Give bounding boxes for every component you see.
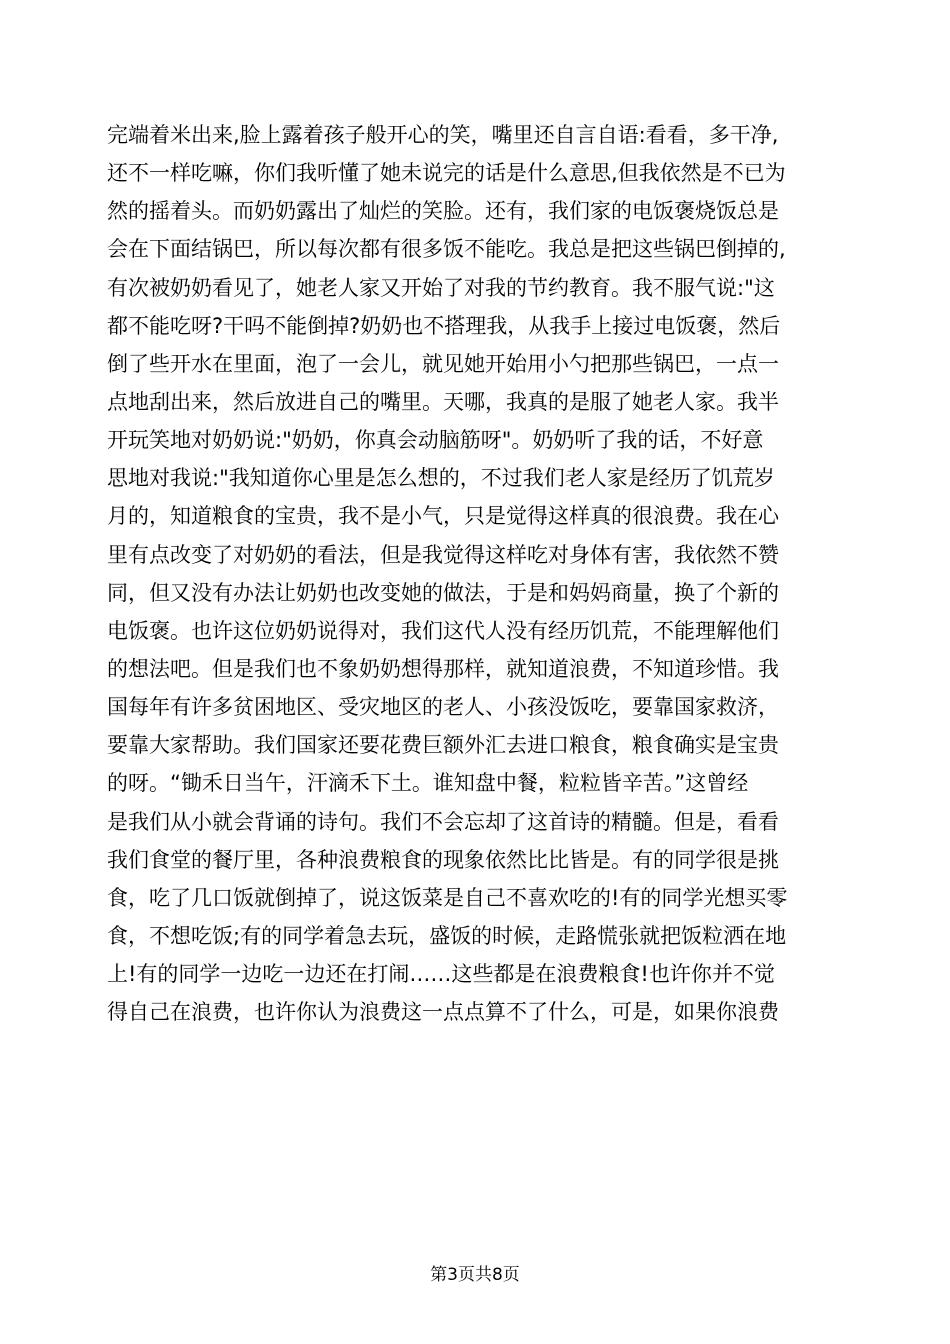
text-line: 我们食堂的餐厅里，各种浪费粮食的现象依然比比皆是。有的同学很是挑 (107, 847, 779, 872)
text-line: 的想法吧。但是我们也不象奶奶想得那样，就知道浪费，不知道珍惜。我 (107, 656, 779, 681)
text-line: 食，吃了几口饭就倒掉了，说这饭菜是自己不喜欢吃的!有的同学光想买零 (107, 885, 788, 910)
text-line: 上!有的同学一边吃一边还在打闹……这些都是在浪费粮食!也许你并不觉 (107, 962, 775, 987)
text-line: 开玩笑地对奶奶说:"奶奶，你真会动脑筋呀"。奶奶听了我的话，不好意 (107, 428, 764, 453)
text-line: 月的，知道粮食的宝贵，我不是小气，只是觉得这样真的很浪费。我在心 (107, 504, 779, 529)
body-text (107, 116, 847, 1031)
text-line: 都不能吃呀?干吗不能倒掉?奶奶也不搭理我，从我手上接过电饭褒，然后 (107, 313, 781, 338)
text-line: 里有点改变了对奶奶的看法，但是我觉得这样吃对身体有害，我依然不赞 (107, 542, 779, 567)
text-line: 会在下面结锅巴，所以每次都有很多饭不能吃。我总是把这些锅巴倒掉的, (107, 237, 786, 262)
text-line: 完端着米出来,脸上露着孩子般开心的笑，嘴里还自言自语:看看，多干净, (107, 123, 779, 147)
text-line: 电饭褒。也许这位奶奶说得对，我们这代人没有经历饥荒，不能理解他们 (107, 618, 779, 643)
text-line: 的呀。“锄禾日当午，汗滴禾下土。谁知盘中餐，粒粒皆辛苦。”这曾经 (107, 771, 749, 796)
text-line: 国每年有许多贫困地区、受灾地区的老人、小孩没饭吃，要靠国家救济， (107, 695, 779, 720)
text-line: 倒了些开水在里面，泡了一会儿，就见她开始用小勺把那些锅巴，一点一 (107, 351, 779, 376)
text-line: 是我们从小就会背诵的诗句。我们不会忘却了这首诗的精髓。但是，看看 (107, 809, 779, 834)
text-line: 要靠大家帮助。我们国家还要花费巨额外汇去进口粮食，粮食确实是宝贵 (107, 733, 779, 758)
text-line: 点地刮出来，然后放进自己的嘴里。天哪，我真的是服了她老人家。我半 (107, 389, 779, 414)
page-footer: 第3页共8页 (430, 1265, 520, 1285)
text-line: 然的摇着头。而奶奶露出了灿烂的笑脸。还有，我们家的电饭褒烧饭总是 (107, 199, 779, 224)
text-line: 有次被奶奶看见了，她老人家又开始了对我的节约教育。我不服气说:"这 (107, 275, 775, 300)
text-line: 还不一样吃嘛，你们我听懂了她未说完的话是什么意思,但我依然是不已为 (107, 161, 786, 186)
text-line: 食，不想吃饭;有的同学着急去玩，盛饭的时候，走路慌张就把饭粒洒在地 (107, 923, 787, 948)
text-line: 得自己在浪费，也许你认为浪费这一点点算不了什么，可是，如果你浪费 (107, 1000, 779, 1025)
text-line: 思地对我说:"我知道你心里是怎么想的，不过我们老人家是经历了饥荒岁 (107, 466, 775, 491)
text-line: 同，但又没有办法让奶奶也改变她的做法，于是和妈妈商量，换了个新的 (107, 580, 779, 605)
